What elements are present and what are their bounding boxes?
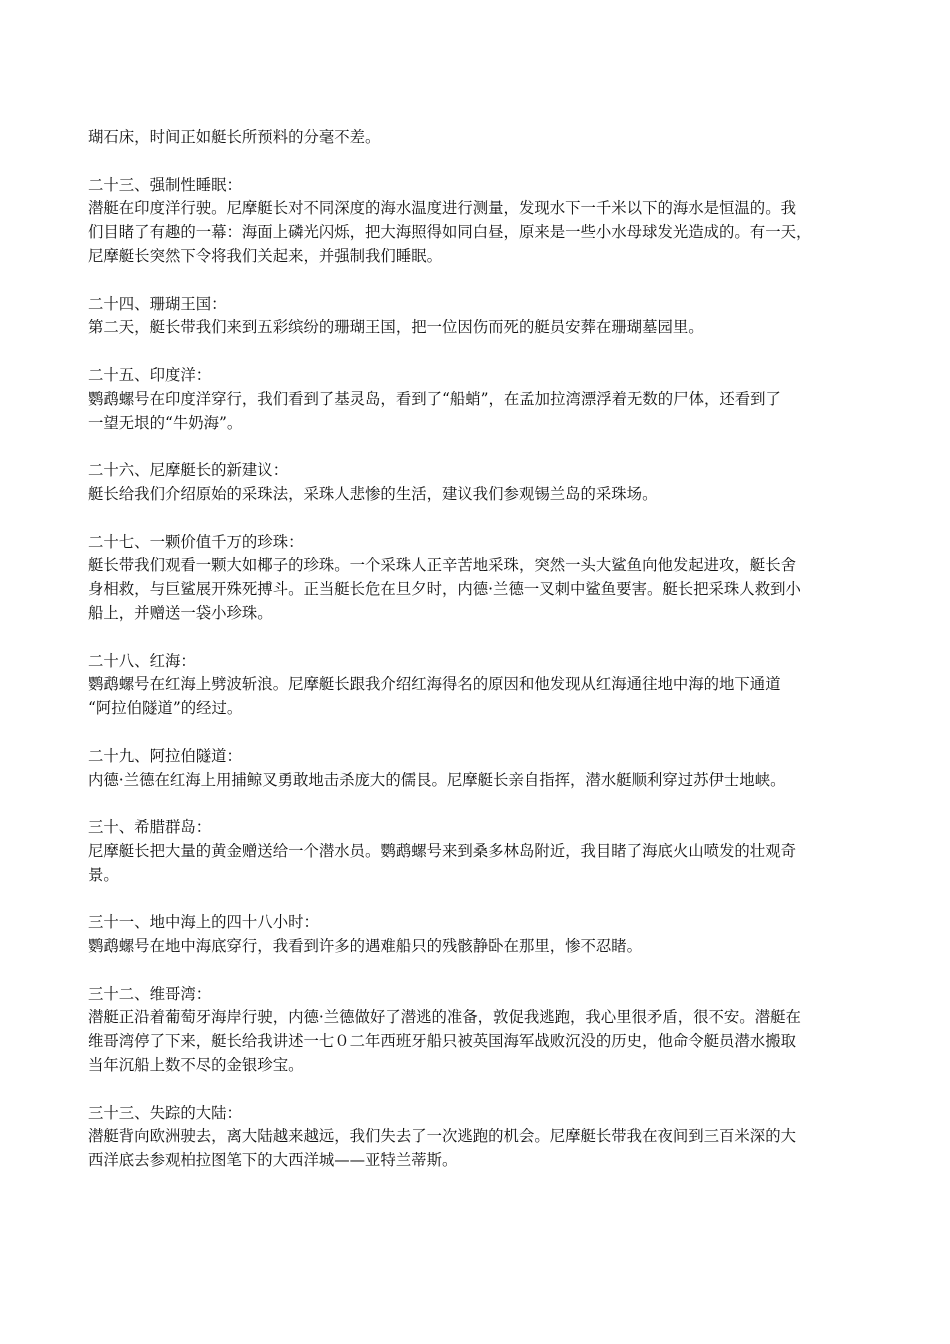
chapter-heading: 二十五、印度洋： — [88, 365, 212, 384]
chapter-summary-line: 第二天，艇长带我们来到五彩缤纷的珊瑚王国，把一位因伤而死的艇员安葬在珊瑚墓园里。 — [88, 318, 704, 337]
chapter-summary-line: “阿拉伯隧道”的经过。 — [88, 699, 243, 718]
chapter-summary-line: 潜艇背向欧洲驶去，离大陆越来越远，我们失去了一次逃跑的机会。尼摩艇长带我在夜间到三百米深的大 — [88, 1127, 796, 1146]
chapter-summary-line: 一望无垠的“牛奶海”。 — [88, 413, 243, 432]
paragraph-gap — [88, 150, 878, 174]
chapter-section — [88, 293, 878, 341]
chapter-heading: 二十四、珊瑚王国： — [88, 294, 227, 313]
chapter-summary-line: 内德·兰德在红海上用捕鲸叉勇敢地击杀庞大的儒艮。尼摩艇长亲自指挥，潜水艇顺利穿过苏伊士地峡。 — [88, 770, 786, 789]
chapter-summary-line: 艇长带我们观看一颗大如椰子的珍珠。一个采珠人正辛苦地采珠，突然一头大鲨鱼向他发起进攻，艇长舍 — [88, 556, 796, 575]
chapter-heading: 三十、希腊群岛： — [88, 818, 212, 837]
paragraph-gap — [88, 507, 878, 531]
chapter-summary-line: 鹦鹉螺号在地中海底穿行，我看到许多的遇难船只的残骸静卧在那里，惨不忍睹。 — [88, 937, 643, 956]
chapter-summary-line: 潜艇正沿着葡萄牙海岸行驶，内德·兰德做好了潜逃的准备，敦促我逃跑，我心里很矛盾，很不安。潜艇在 — [88, 1008, 801, 1027]
chapter-summary-line: 西洋底去参观柏拉图笔下的大西洋城——亚特兰蒂斯。 — [88, 1151, 458, 1170]
paragraph-gap — [88, 721, 878, 745]
chapter-summary-line: 船上，并赠送一袋小珍珠。 — [88, 603, 273, 622]
chapter-summary-line: 们目睹了有趣的一幕：海面上磷光闪烁，把大海照得如同白昼，原来是一些小水母球发光造成的。有一天， — [88, 223, 812, 242]
chapter-summary-line: 维哥湾停了下来，艇长给我讲述一七０二年西班牙船只被英国海军战败沉没的历史，他命令艇员潜水搬取 — [88, 1032, 796, 1051]
chapter-section — [88, 816, 878, 887]
chapter-summary-line: 鹦鹉螺号在红海上劈波斩浪。尼摩艇长跟我介绍红海得名的原因和他发现从红海通往地中海的地下通道 — [88, 675, 781, 694]
chapter-summary-line: 鹦鹉螺号在印度洋穿行，我们看到了基灵岛，看到了“船蛸”，在孟加拉湾漂浮着无数的尸体，还看到了 — [88, 389, 781, 408]
document-page — [88, 126, 878, 1173]
paragraph-gap — [88, 888, 878, 912]
chapter-heading: 二十八、红海： — [88, 651, 196, 670]
chapter-summary-line: 尼摩艇长把大量的黄金赠送给一个潜水员。鹦鹉螺号来到桑多林岛附近，我目睹了海底火山喷发的壮观奇 — [88, 841, 796, 860]
paragraph-gap — [88, 1078, 878, 1102]
chapter-section — [88, 1102, 878, 1173]
paragraph-gap — [88, 269, 878, 293]
chapter-section — [88, 911, 878, 959]
chapter-heading: 二十七、一颗价值千万的珍珠： — [88, 532, 304, 551]
paragraph-gap — [88, 435, 878, 459]
chapter-heading: 三十一、地中海上的四十八小时： — [88, 913, 319, 932]
chapter-summary-line: 艇长给我们介绍原始的采珠法，采珠人悲惨的生活，建议我们参观锡兰岛的采珠场。 — [88, 484, 658, 503]
paragraph-gap — [88, 792, 878, 816]
paragraph-gap — [88, 959, 878, 983]
intro-line: 瑚石床，时间正如艇长所预料的分毫不差。 — [88, 128, 381, 146]
chapter-heading: 二十三、强制性睡眠： — [88, 175, 242, 194]
chapter-summary-line: 身相救，与巨鲨展开殊死搏斗。正当艇长危在旦夕时，内德·兰德一叉刺中鲨鱼要害。艇长把采珠人救到小 — [88, 580, 801, 599]
paragraph-gap — [88, 626, 878, 650]
chapter-heading: 二十六、尼摩艇长的新建议： — [88, 461, 289, 480]
chapter-summary-line: 当年沉船上数不尽的金银珍宝。 — [88, 1056, 304, 1075]
chapter-section — [88, 745, 878, 793]
chapter-heading: 三十三、失踪的大陆： — [88, 1103, 242, 1122]
chapter-heading: 三十二、维哥湾： — [88, 984, 212, 1003]
paragraph-gap — [88, 340, 878, 364]
chapter-heading: 二十九、阿拉伯隧道： — [88, 746, 242, 765]
chapter-section — [88, 983, 878, 1078]
chapter-section — [88, 459, 878, 507]
chapter-section — [88, 174, 878, 269]
chapter-summary-line: 景。 — [88, 865, 119, 884]
chapter-section — [88, 650, 878, 721]
sections-container — [88, 150, 878, 1173]
chapter-summary-line: 潜艇在印度洋行驶。尼摩艇长对不同深度的海水温度进行测量，发现水下一千米以下的海水是恒温的。我 — [88, 199, 796, 218]
chapter-summary-line: 尼摩艇长突然下令将我们关起来，并强制我们睡眠。 — [88, 246, 442, 265]
chapter-section — [88, 364, 878, 435]
chapter-section — [88, 531, 878, 626]
